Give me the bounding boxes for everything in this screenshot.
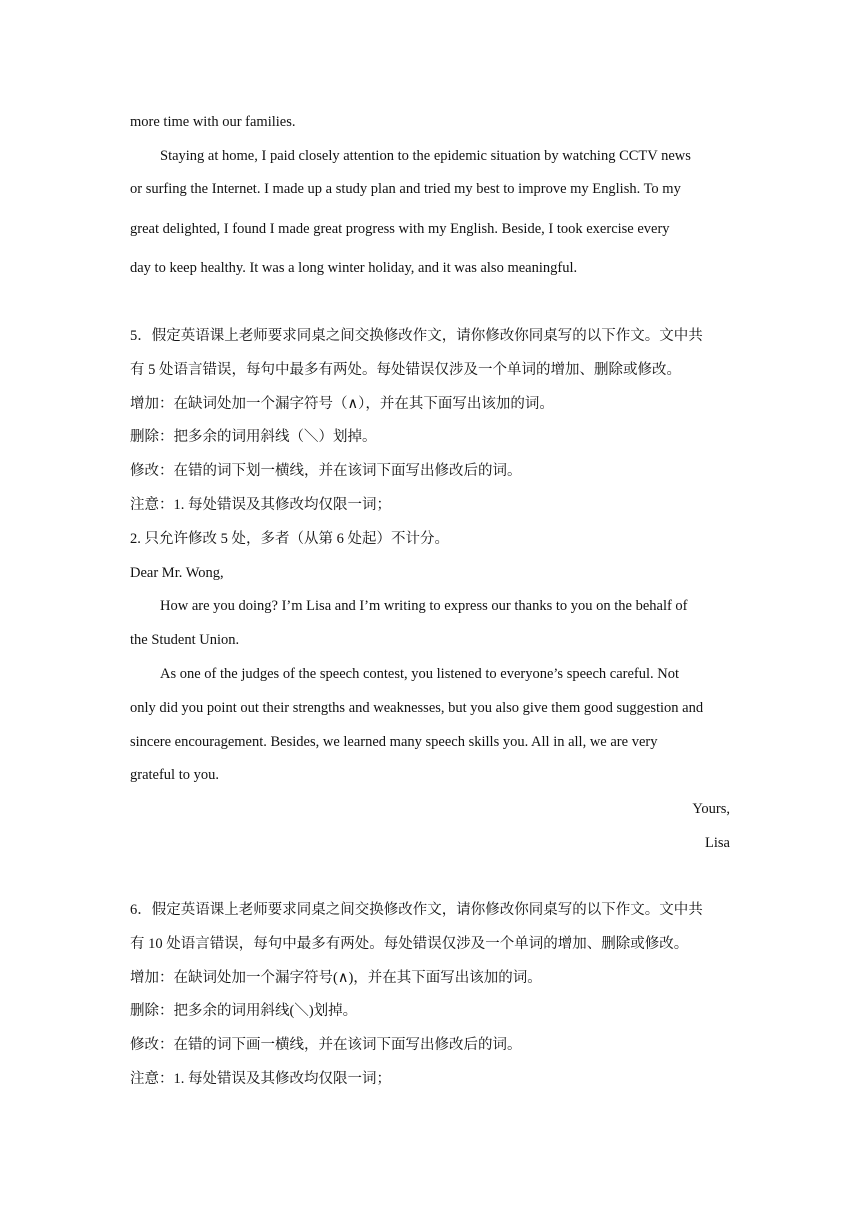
passage-line: or surfing the Internet. I made up a study plan and tried my best to improve my English. To my (130, 181, 681, 197)
q5-instruction: 2. 只允许修改 5 处，多者（从第 6 处起）不计分。 (130, 531, 449, 547)
q6-instruction: 删除：把多余的词用斜线(＼)划掉。 (130, 1003, 358, 1019)
q5-instruction: 修改：在错的词下划一横线，并在该词下面写出修改后的词。 (130, 463, 522, 479)
letter-salutation: Dear Mr. Wong, (130, 565, 224, 581)
q6-instruction: 修改：在错的词下画一横线，并在该词下面写出修改后的词。 (130, 1037, 522, 1053)
passage-line: great delighted, I found I made great progress with my English. Beside, I took exercise every (130, 221, 670, 237)
letter-line: How are you doing? I’m Lisa and I’m writing to express our thanks to you on the behalf of (160, 598, 688, 614)
q5-instruction: 增加：在缺词处加一个漏字符号（∧），并在其下面写出该加的词。 (130, 396, 554, 412)
q6-instruction: 注意：1. 每处错误及其修改均仅限一词； (130, 1071, 391, 1087)
letter-closing: Yours, (692, 801, 730, 817)
q6-instruction: 6．假定英语课上老师要求同桌之间交换修改作文，请你修改你同桌写的以下作文。文中共 (130, 902, 703, 918)
q6-instruction: 增加：在缺词处加一个漏字符号(∧)，并在其下面写出该加的词。 (130, 970, 542, 986)
q5-instruction: 注意：1. 每处错误及其修改均仅限一词； (130, 497, 391, 513)
q5-instruction: 删除：把多余的词用斜线（＼）划掉。 (130, 429, 377, 445)
letter-line: the Student Union. (130, 632, 240, 648)
q5-instruction: 有 5 处语言错误，每句中最多有两处。每处错误仅涉及一个单词的增加、删除或修改。 (130, 362, 681, 378)
letter-line: grateful to you. (130, 767, 219, 783)
letter-signature: Lisa (705, 835, 730, 851)
passage-line: more time with our families. (130, 114, 296, 130)
passage-line: Staying at home, I paid closely attention to the epidemic situation by watching CCTV news (160, 148, 691, 164)
letter-line: sincere encouragement. Besides, we learned many speech skills you. All in all, we are very (130, 734, 658, 750)
letter-line: As one of the judges of the speech contest, you listened to everyone’s speech careful. Not (160, 666, 680, 682)
letter-line: only did you point out their strengths and weaknesses, but you also give them good suggestion and (130, 700, 704, 716)
q6-instruction: 有 10 处语言错误，每句中最多有两处。每处错误仅涉及一个单词的增加、删除或修改。 (130, 936, 689, 952)
passage-line: day to keep healthy. It was a long winter holiday, and it was also meaningful. (130, 260, 578, 276)
q5-instruction: 5．假定英语课上老师要求同桌之间交换修改作文，请你修改你同桌写的以下作文。文中共 (130, 328, 703, 344)
